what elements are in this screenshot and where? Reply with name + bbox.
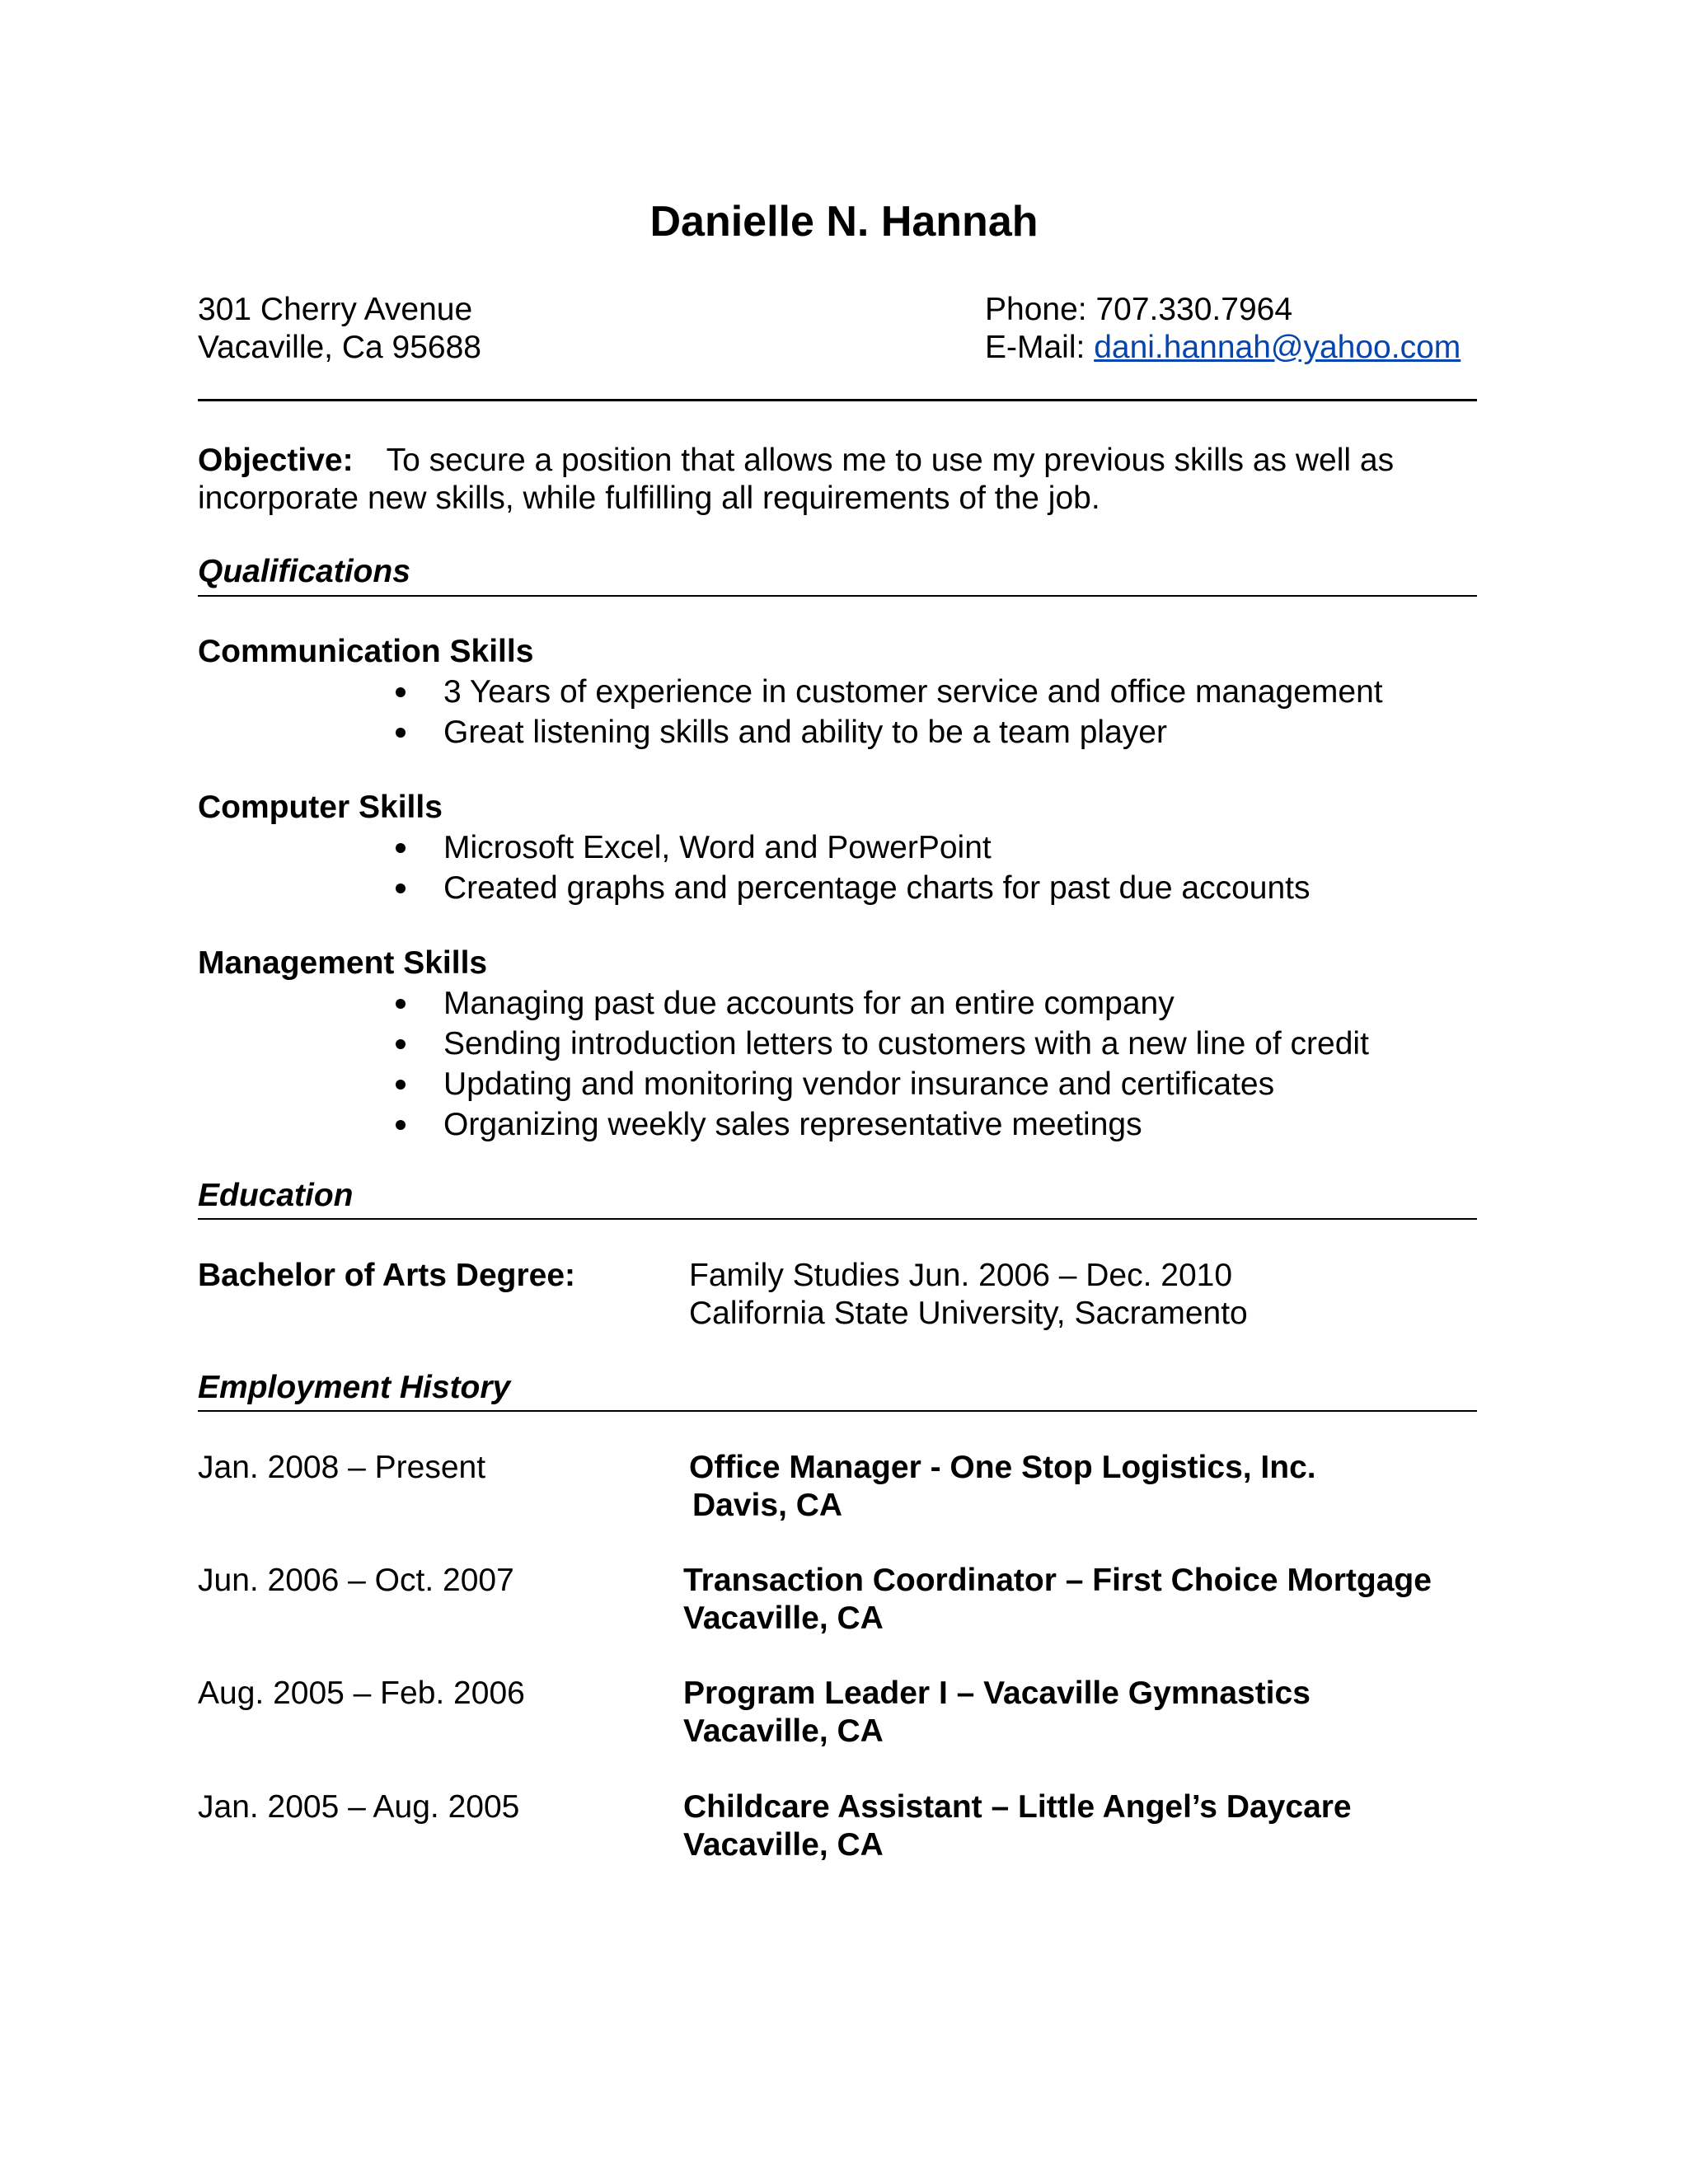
header-divider [198, 399, 1477, 401]
list-item [396, 712, 1383, 752]
qualifications-divider [198, 595, 1477, 597]
list-item [396, 1064, 1369, 1104]
degree-school: California State University, Sacramento [689, 1296, 1248, 1331]
email-link[interactable]: dani.hannah@yahoo.com [1094, 330, 1461, 365]
degree-detail [689, 1257, 1248, 1333]
job-location: Vacaville, CA [683, 1713, 884, 1749]
list-item-text: Created graphs and percentage charts for past due accounts [443, 870, 1311, 906]
bullet-icon [396, 687, 406, 697]
phone-label: Phone: [985, 292, 1087, 327]
job-location: Davis, CA [692, 1488, 843, 1523]
list-item-text: Managing past due accounts for an entire company [443, 986, 1175, 1021]
degree-field-and-dates: Family Studies Jun. 2006 – Dec. 2010 [689, 1258, 1233, 1293]
list-item-text: Organizing weekly sales representative meetings [443, 1107, 1142, 1142]
job-dates: Jun. 2006 – Oct. 2007 [198, 1563, 514, 1598]
job-entry [683, 1675, 1311, 1750]
degree-label: Bachelor of Arts Degree: [198, 1258, 576, 1293]
employment-divider [198, 1410, 1477, 1412]
job-entry [683, 1788, 1352, 1864]
list-item [396, 827, 1311, 868]
section-title-education: Education [198, 1178, 354, 1213]
section-title-qualifications: Qualifications [198, 554, 410, 589]
address-line-1: 301 Cherry Avenue [198, 292, 473, 327]
contact-block [985, 291, 1461, 367]
management-skills-list [396, 983, 1369, 1145]
list-item [396, 868, 1311, 908]
resume-name: Danielle N. Hannah [649, 198, 1039, 246]
job-entry [683, 1562, 1432, 1638]
communication-skills-list [396, 672, 1383, 752]
list-item [396, 1104, 1369, 1145]
subhead-management-skills: Management Skills [198, 945, 488, 981]
phone-line [985, 291, 1461, 329]
objective-label: Objective: [198, 443, 354, 478]
job-location: Vacaville, CA [683, 1601, 884, 1636]
list-item [396, 672, 1383, 712]
list-item-text: 3 Years of experience in customer service and office management [443, 674, 1383, 710]
bullet-icon [396, 883, 406, 893]
job-title: Office Manager - One Stop Logistics, Inc. [689, 1450, 1316, 1485]
list-item [396, 1024, 1369, 1064]
education-divider [198, 1218, 1477, 1220]
list-item-text: Great listening skills and ability to be a team player [443, 715, 1167, 750]
bullet-icon [396, 843, 406, 853]
computer-skills-list [396, 827, 1311, 908]
email-line [985, 329, 1461, 367]
address-block [198, 291, 481, 367]
objective-block [198, 442, 1484, 518]
job-dates: Jan. 2008 – Present [198, 1450, 486, 1485]
job-title: Transaction Coordinator – First Choice Mortgage [683, 1563, 1432, 1598]
bullet-icon [396, 1039, 406, 1049]
subhead-computer-skills: Computer Skills [198, 790, 443, 825]
bullet-icon [396, 728, 406, 738]
bullet-icon [396, 999, 406, 1009]
list-item-text: Microsoft Excel, Word and PowerPoint [443, 830, 992, 865]
email-label: E-Mail: [985, 330, 1085, 365]
list-item-text: Updating and monitoring vendor insurance and certificates [443, 1066, 1275, 1102]
address-line-2: Vacaville, Ca 95688 [198, 330, 481, 365]
job-dates: Aug. 2005 – Feb. 2006 [198, 1675, 525, 1711]
bullet-icon [396, 1080, 406, 1090]
list-item-text: Sending introduction letters to customers with a new line of credit [443, 1026, 1369, 1062]
list-item [396, 983, 1369, 1024]
section-title-employment: Employment History [198, 1370, 511, 1405]
phone-number: 707.330.7964 [1095, 292, 1293, 327]
job-entry [689, 1449, 1316, 1525]
job-dates: Jan. 2005 – Aug. 2005 [198, 1789, 520, 1825]
objective-text: To secure a position that allows me to use my previous skills as well as incorporate new skills, while fulfilling all requirements of the job. [198, 443, 1395, 516]
job-location: Vacaville, CA [683, 1827, 884, 1863]
job-title: Program Leader I – Vacaville Gymnastics [683, 1675, 1311, 1711]
bullet-icon [396, 1120, 406, 1130]
job-title: Childcare Assistant – Little Angel’s Daycare [683, 1789, 1352, 1825]
subhead-communication-skills: Communication Skills [198, 634, 534, 669]
